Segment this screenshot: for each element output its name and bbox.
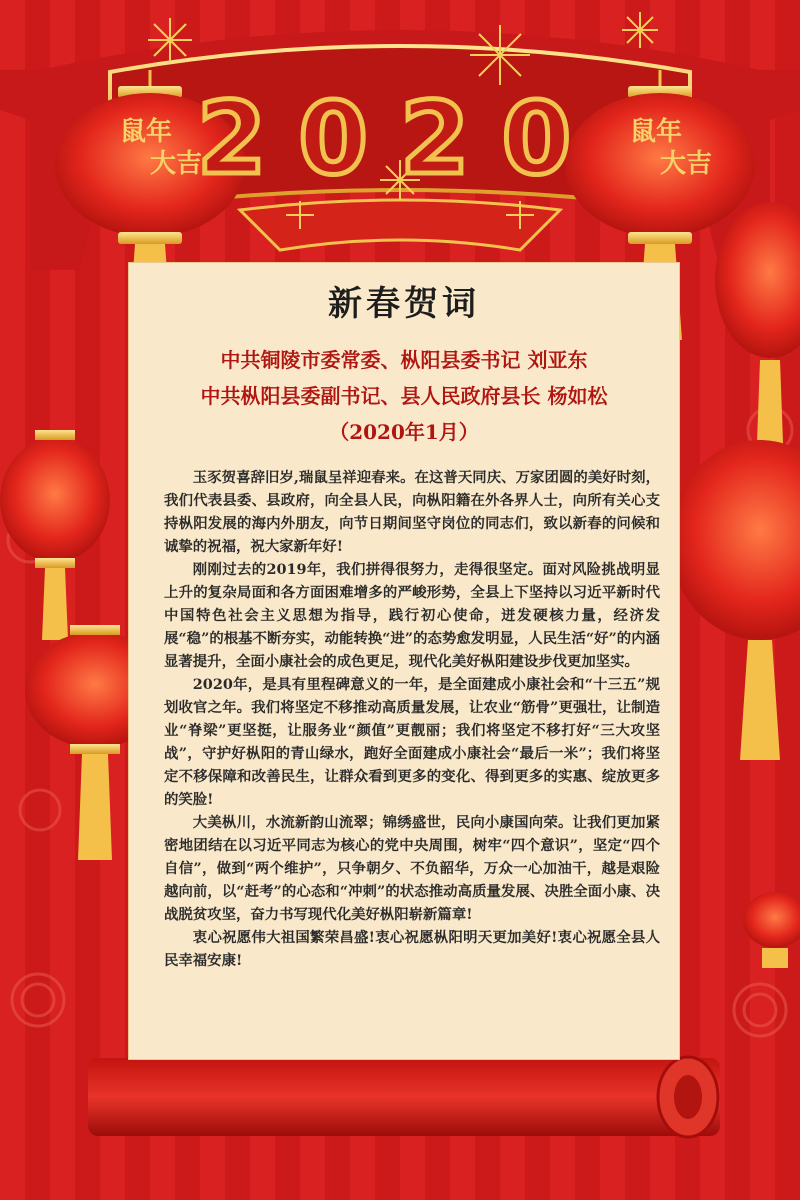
lantern-text-right-1: 鼠年 bbox=[630, 117, 683, 147]
lantern-text-left-2: 大吉 bbox=[150, 149, 203, 179]
page-title: 新春贺词 bbox=[328, 284, 480, 324]
paragraph: 玉豕贺喜辞旧岁,瑞鼠呈祥迎春来。在这普天同庆、万家团圆的美好时刻，我们代表县委、县政府，向全县人民，向枞阳籍在外各界人士，向所有关心支持枞阳发展的海内外朋友，向节日期间坚守岗位的同志们，致以新春的问候和诚挚的祝福，祝大家新年好! bbox=[164, 469, 660, 555]
signer-line-2: 中共枞阳县委副书记、县人民政府县长 杨如松 bbox=[200, 384, 608, 408]
paragraph: 刚刚过去的2019年，我们拼得很努力，走得很坚定。面对风险挑战明显上升的复杂局面和各方面困难增多的严峻形势，全县上下坚持以习近平新时代中国特色社会主义思想为指导，践行初心使命，迸发硬核力量，经济发展“稳”的根基不断夯实，动能转换“进”的态势愈发明显，人民生活“好”的内涵显著提升，全面小康社会的成色更足，现代化美好枞阳建设步伐更加坚实。 bbox=[164, 561, 660, 670]
paragraph: 衷心祝愿伟大祖国繁荣昌盛!衷心祝愿枞阳明天更加美好!衷心祝愿全县人民幸福安康! bbox=[164, 929, 660, 969]
signer-line-1: 中共铜陵市委常委、枞阳县委书记 刘亚东 bbox=[220, 348, 588, 372]
greeting-body bbox=[164, 466, 660, 972]
scroll-roll-bottom bbox=[88, 1058, 720, 1136]
paragraph: 大美枞川，水流新韵山流翠；锦绣盛世，民向小康国向荣。让我们更加紧密地团结在以习近平同志为核心的党中央周围，树牢“四个意识”，坚定“四个自信”，做到“两个维护”，只争朝夕、不负韶华，万众一心加油干，越是艰险越向前，以“赶考”的心态和“冲刺”的状态推动高质量发展、决胜全面小康、决战脱贫攻坚，奋力书写现代化美好枞阳崭新篇章! bbox=[164, 814, 660, 923]
paragraph: 2020年，是具有里程碑意义的一年，是全面建成小康社会和“十三五”规划收官之年。我们将坚定不移推动高质量发展，让农业“筋骨”更强壮，让制造业“脊梁”更坚挺，让服务业“颜值”更靓丽；我们将坚定不移打好“三大攻坚战”，守护好枞阳的青山绿水，跑好全面建成小康社会“最后一米”；我们将坚定不移保障和改善民生，让群众看到更多的变化、得到更多的实惠、绽放更多的笑脸! bbox=[164, 676, 660, 808]
lantern-text-left-1: 鼠年 bbox=[120, 117, 173, 147]
year-banner: 2020 bbox=[196, 80, 604, 197]
date-line: （2020年1月） bbox=[329, 420, 479, 444]
lantern-text-right-2: 大吉 bbox=[660, 149, 713, 179]
